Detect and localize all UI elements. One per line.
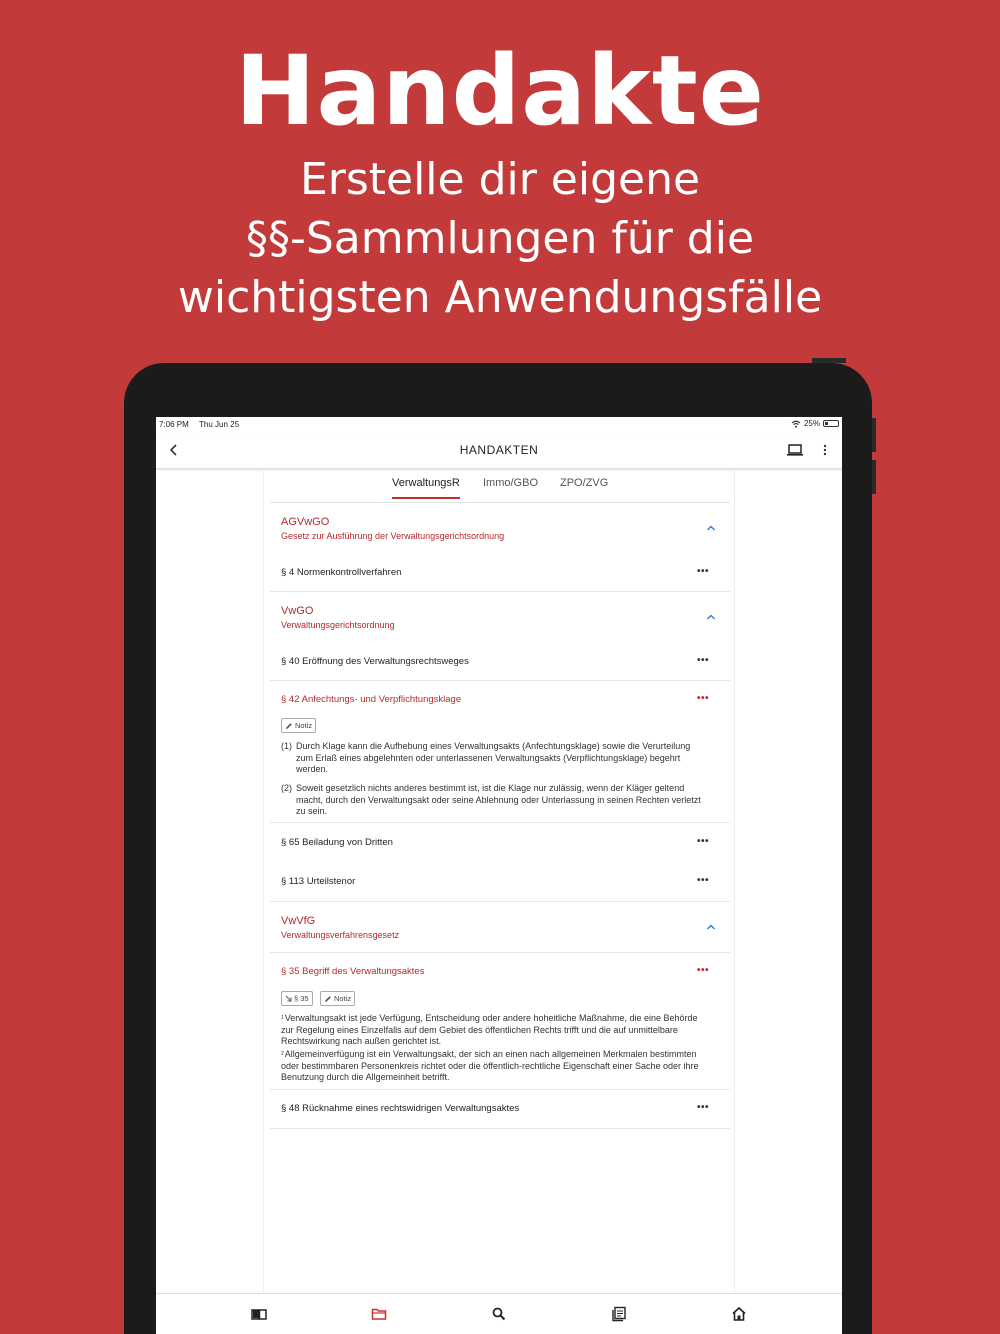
statute-paragraph [281,741,706,776]
tab-verwaltungsr[interactable]: VerwaltungsR [392,477,460,499]
tab-immo-gbo[interactable]: Immo/GBO [483,477,539,489]
paragraph-title: § 65 Beiladung von Dritten [281,837,393,848]
statute-sentence [281,1013,711,1048]
list-item[interactable] [270,1090,730,1128]
law-code: VwVfG [281,915,316,927]
list-item-expanded[interactable] [270,681,730,821]
sentence-text: Verwaltungsakt ist jede Verfügung, Entscheidung oder andere hoheitliche Maßnahme, die eine Behörde zur Regelung eines Einzelfalls auf dem Gebiet des öffentlichen Rechts trifft und die auf unmittelbare Rechtswirkung nach außen gerichtet ist. [281,1013,698,1046]
sentence-number: 1 [281,1015,284,1021]
list-item[interactable] [270,642,730,680]
more-horizontal-icon[interactable]: ••• [696,965,709,976]
more-horizontal-icon[interactable]: ••• [696,1102,709,1113]
tab-bar [270,469,730,503]
paragraph-title: § 42 Anfechtungs- und Verpflichtungsklage [281,694,462,705]
paragraph-title: § 48 Rücknahme eines rechtswidrigen Verwaltungsaktes [281,1103,520,1114]
law-group-header[interactable] [270,902,730,952]
list-item[interactable] [270,861,730,901]
chevron-up-icon[interactable] [706,524,716,532]
statute-paragraph [281,783,706,818]
more-horizontal-icon[interactable]: ••• [696,693,709,704]
note-chip[interactable] [320,991,355,1006]
paragraph-number: (2) [281,783,292,793]
handakte-list [263,469,735,1293]
bottom-navigation [156,1293,842,1334]
reference-chip-label: § 35 [294,994,309,1003]
promo-subtitle-line: Erstelle dir eigene [299,154,701,205]
tablet-top-button [812,358,846,363]
folder-icon[interactable] [371,1306,387,1322]
law-group-header[interactable] [270,503,730,553]
law-code: AGVwGO [281,516,330,528]
pencil-icon [285,722,293,730]
chevron-up-icon[interactable] [706,613,716,621]
search-icon[interactable] [491,1306,507,1322]
law-code: VwGO [281,605,314,617]
promo-subtitle [0,150,1000,327]
status-bar [156,417,842,433]
more-horizontal-icon[interactable]: ••• [696,566,709,577]
paragraph-title: § 40 Eröffnung des Verwaltungsrechtsweges [281,656,469,667]
paragraph-text: Soweit gesetzlich nichts anderes bestimmt ist, ist die Klage nur zulässig, wenn der Kläger geltend macht, durch den Verwaltungsakt oder seine Ablehnung oder Unterlassung in seinen Rechten verletzt zu sein. [296,783,701,816]
more-horizontal-icon[interactable]: ••• [696,836,709,847]
divider [270,1128,730,1129]
note-chip[interactable] [281,718,316,733]
list-item[interactable] [270,553,730,591]
note-chip-label: Notiz [334,994,352,1003]
statute-sentence [281,1049,711,1084]
status-right [791,419,839,428]
laptop-icon[interactable] [786,442,804,458]
status-date: Thu Jun 25 [199,420,240,429]
paragraph-title: § 35 Begriff des Verwaltungsaktes [281,966,425,977]
more-horizontal-icon[interactable]: ••• [696,655,709,666]
law-name: Gesetz zur Ausführung der Verwaltungsgerichtsordnung [281,531,505,541]
chevron-up-icon[interactable] [706,923,716,931]
note-chip-label: Notiz [295,721,313,730]
law-group-header[interactable] [270,592,730,642]
more-horizontal-icon[interactable]: ••• [696,875,709,886]
tablet-volume-down-button [872,460,876,494]
battery-percentage: 25% [803,419,820,428]
promo-subtitle-line: §§-Sammlungen für die [245,213,755,264]
paragraph-title: § 113 Urteilstenor [281,876,356,887]
sentence-number: 2 [281,1051,284,1057]
page-title: HANDAKTEN [459,443,539,457]
documents-icon[interactable] [611,1306,627,1322]
home-icon[interactable] [731,1306,747,1322]
paragraph-title: § 4 Normenkontrollverfahren [281,567,402,578]
book-icon[interactable] [251,1306,267,1322]
more-vertical-icon[interactable] [822,441,828,459]
tablet-volume-up-button [872,418,876,452]
tab-zpo-zvg[interactable]: ZPO/ZVG [560,477,609,489]
promo-subtitle-line: wichtigsten Anwendungsfälle [177,272,823,323]
list-item-expanded[interactable] [270,953,730,1088]
app-screen [156,417,842,1334]
promo-title: Handakte [235,35,765,147]
paragraph-number: (1) [281,741,292,751]
sentence-text: Allgemeinverfügung ist ein Verwaltungsakt, der sich an einen nach allgemeinen Merkmalen bestimmten oder bestimmbaren Personenkreis richtet oder die öffentlich-rechtliche Eigenschaft einer Sache oder ihre Benutzung durch die Allgemeinheit betrifft. [281,1049,699,1082]
app-bar [156,433,842,469]
reference-chip[interactable] [281,991,313,1006]
wifi-icon [791,420,801,428]
law-name: Verwaltungsgerichtsordnung [281,620,395,630]
pencil-icon [324,995,332,1003]
list-item[interactable] [270,823,730,861]
law-name: Verwaltungsverfahrensgesetz [281,930,400,940]
arrow-down-right-icon [285,995,292,1002]
paragraph-text: Durch Klage kann die Aufhebung eines Verwaltungsakts (Anfechtungsklage) sowie die Verurteilung zum Erlaß eines abgelehnten oder unterlassenen Verwaltungsakts (Verpflichtungsklage) begehrt werden. [296,741,691,774]
battery-icon [823,420,839,427]
status-time: 7:06 PM [159,420,189,429]
